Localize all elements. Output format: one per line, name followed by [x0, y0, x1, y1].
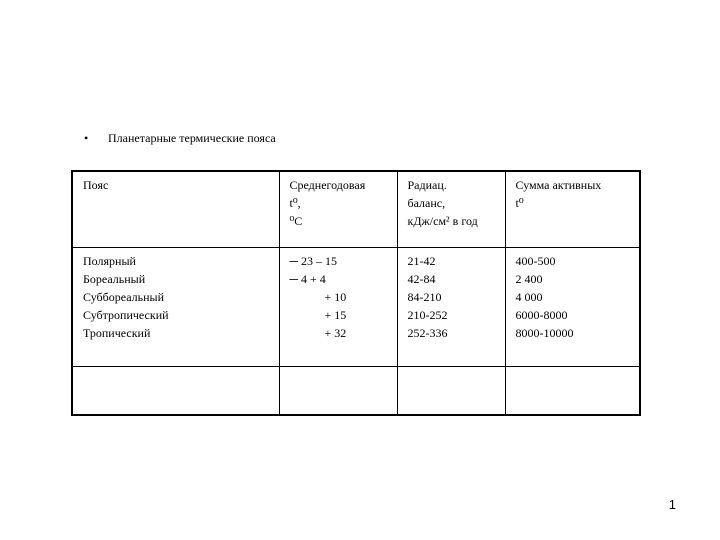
radiation-cell: [397, 248, 505, 367]
header-avg-temp-line3: ⁰C: [289, 214, 303, 228]
header-radiation-line3: кДж/см² в год: [407, 214, 478, 228]
avg-temp-value: ─ 4 + 4: [289, 272, 326, 286]
zone-name: Тропический: [83, 326, 151, 340]
header-zone-label: Пояс: [83, 178, 109, 192]
empty-cell: [397, 367, 505, 416]
header-radiation-balance: [397, 171, 505, 248]
avg-temp-cell: [279, 248, 397, 367]
empty-cell: [505, 367, 640, 416]
active-temp-value: 8000-10000: [515, 326, 574, 340]
active-temp-value: 6000-8000: [515, 308, 568, 322]
radiation-value: 21-42: [407, 254, 436, 268]
zone-name: Субтропический: [83, 308, 169, 322]
avg-temp-value: + 10: [324, 290, 347, 304]
zone-name: Полярный: [83, 254, 136, 268]
header-avg-temp-line2: t⁰,: [289, 196, 301, 210]
thermal-zones-table: [71, 170, 641, 416]
heading-text: Планетарные термические пояса: [108, 131, 276, 145]
header-avg-temp: [279, 171, 397, 248]
page-number: 1: [668, 497, 676, 512]
radiation-value: 42-84: [407, 272, 436, 286]
header-active-temp-sum: [505, 171, 640, 248]
active-temp-cell: [505, 248, 640, 367]
radiation-value: 252-336: [407, 326, 448, 340]
header-avg-temp-line1: Среднегодовая: [289, 178, 366, 192]
bullet-icon: •: [84, 131, 89, 145]
active-temp-value: 400-500: [515, 254, 556, 268]
table-empty-row: [72, 367, 640, 416]
active-temp-value: 4 000: [515, 290, 543, 304]
zone-names-cell: [72, 248, 279, 367]
avg-temp-value: + 15: [324, 308, 347, 322]
empty-cell: [72, 367, 279, 416]
radiation-value: 210-252: [407, 308, 448, 322]
avg-temp-value: + 32: [324, 326, 347, 340]
header-zone: [72, 171, 279, 248]
header-active-line1: Сумма активных: [515, 178, 602, 192]
header-active-line2: t⁰: [515, 196, 524, 210]
avg-temp-value: ─ 23 – 15: [289, 254, 338, 268]
active-temp-value: 2 400: [515, 272, 543, 286]
zone-name: Бореальный: [83, 272, 146, 286]
radiation-value: 84-210: [407, 290, 442, 304]
table-data-row: [72, 248, 640, 367]
header-radiation-line2: баланс,: [407, 196, 446, 210]
empty-cell: [279, 367, 397, 416]
zone-name: Суббореальный: [83, 290, 165, 304]
table-header-row: [72, 171, 640, 248]
header-radiation-line1: Радиац.: [407, 178, 447, 192]
